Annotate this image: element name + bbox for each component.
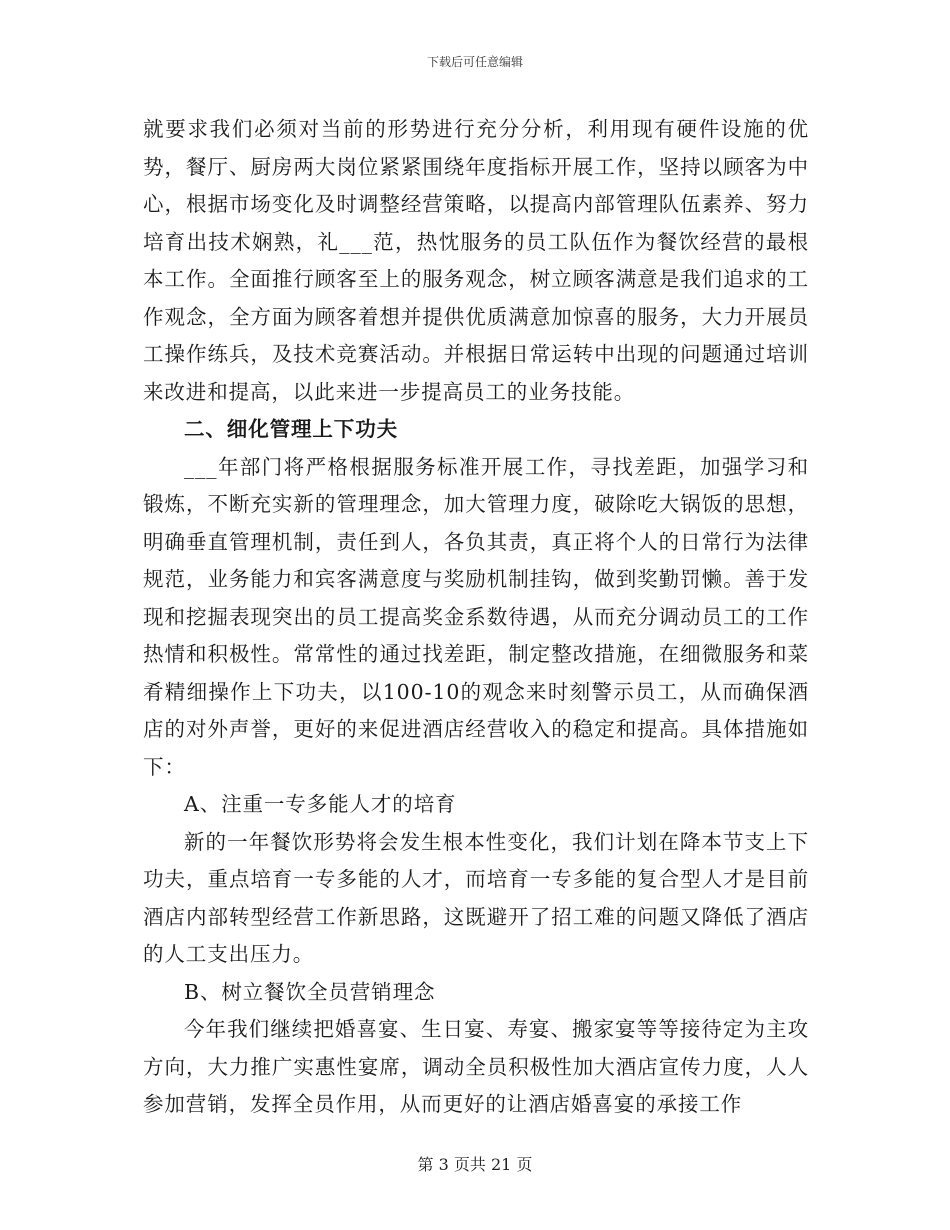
paragraph: 今年我们继续把婚喜宴、生日宴、寿宴、搬家宴等等接待定为主攻方向，大力推广实惠性宴席，调动全员积极性加大酒店宣传力度，人人参加营销，发挥全员作用，从而更好的让酒店婚喜宴的承接工作: [143, 1017, 809, 1116]
page-footer: 第 3 页共 21 页: [417, 1155, 533, 1174]
paragraph: ___年部门将严格根据服务标准开展工作，寻找差距，加强学习和锻炼，不断充实新的管理理念，加大管理力度，破除吃大锅饭的思想，明确垂直管理机制，责任到人，各负其责，真正将个人的日常行为法律规范，业务能力和宾客满意度与奖励机制挂钩，做到奖勤罚懒。善于发现和挖掘表现突出的员工提高奖金系数待遇，从而充分调动员工的工作热情和积极性。常常性的通过找差距，制定整改措施，在细微服务和菜肴精细操作上下功夫，以100-10的观念来时刻警示员工，从而确保酒店的对外声誉，更好的来促进酒店经营收入的稳定和提高。具体措施如下：: [143, 454, 809, 779]
subheading-a: A、注重一专多能人才的培育: [184, 792, 457, 816]
paragraph: 新的一年餐饮形势将会发生根本性变化，我们计划在降本节支上下功夫，重点培育一专多能的人才，而培育一专多能的复合型人才是目前酒店内部转型经营工作新思路，这既避开了招工难的问题又降低了酒店的人工支出压力。: [143, 829, 809, 966]
document-body: [143, 111, 809, 1124]
subheading-b: B、树立餐饮全员营销理念: [184, 979, 436, 1004]
page-header: 下载后可任意编辑: [426, 55, 523, 69]
paragraph-continued: 就要求我们必须对当前的形势进行充分分析，利用现有硬件设施的优势，餐厅、厨房两大岗位紧紧围绕年度指标开展工作，坚持以顾客为中心，根据市场变化及时调整经营策略，以提高内部管理队伍素养、努力培育出技术娴熟，礼___范，热忱服务的员工队伍作为餐饮经营的最根本工作。全面推行顾客至上的服务观念，树立顾客满意是我们追求的工作观念，全方面为顾客着想并提供优质满意加惊喜的服务，大力开展员工操作练兵，及技术竞赛活动。并根据日常运转中出现的问题通过培训来改进和提高，以此来进一步提高员工的业务技能。: [143, 117, 809, 404]
section-heading: 二、细化管理上下功夫: [184, 417, 398, 441]
